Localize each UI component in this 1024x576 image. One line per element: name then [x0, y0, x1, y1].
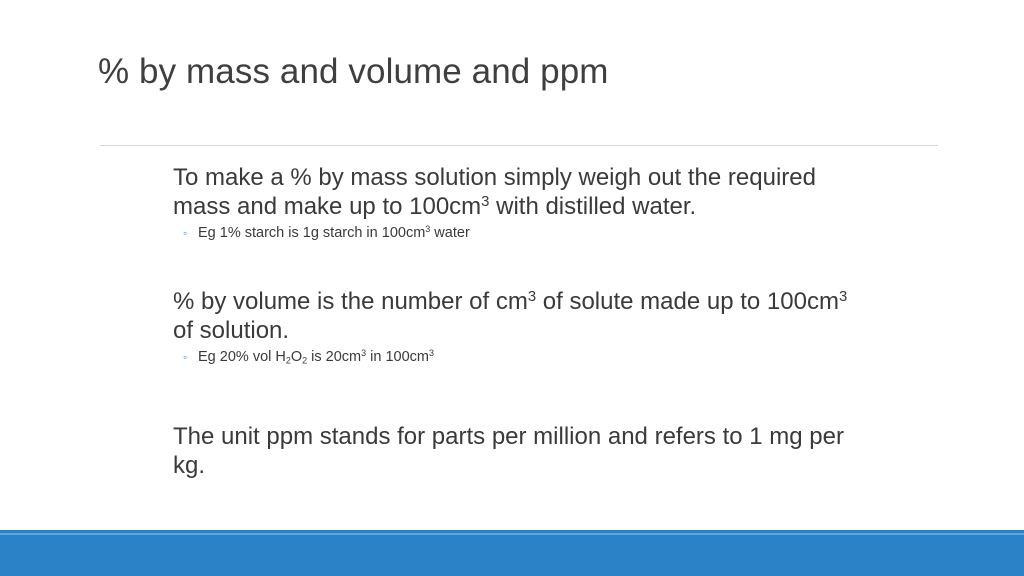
bullet-peroxide-text-c: is 20cm [307, 349, 362, 365]
paragraph-mass-text-a: To make a % by mass solution simply weigh out the required mass and make up to 100cm [173, 164, 816, 220]
paragraph-volume-text-b: of solute made up to 100cm [536, 288, 839, 315]
superscript-3: 3 [429, 348, 435, 359]
bullet-peroxide-text-b: O [290, 349, 303, 365]
slide-body [173, 163, 873, 480]
paragraph-volume-solution [173, 287, 873, 345]
bullet-peroxide-text-d: in 100cm [366, 349, 430, 365]
paragraph-mass-solution [173, 163, 873, 221]
paragraph-volume-text-c: of solution. [173, 317, 290, 344]
footer-band [0, 530, 1024, 576]
bullet-peroxide-example [173, 347, 873, 367]
subscript-2: 2 [285, 355, 291, 366]
paragraph-mass-text-b: with distilled water. [489, 193, 697, 220]
superscript-3: 3 [838, 288, 848, 305]
bullet-starch-text-b: water [430, 225, 470, 241]
superscript-3: 3 [425, 224, 431, 235]
subscript-2: 2 [302, 355, 308, 366]
bullet-marker-icon: ◦ [183, 350, 188, 364]
footer-highlight-line [0, 533, 1024, 535]
bullet-starch-text-a: Eg 1% starch is 1g starch in 100cm [198, 225, 426, 241]
superscript-3: 3 [361, 348, 367, 359]
superscript-3: 3 [527, 288, 537, 305]
title-divider [100, 145, 938, 146]
superscript-3: 3 [481, 193, 490, 210]
bullet-marker-icon: ◦ [183, 226, 188, 240]
bullet-starch-example [173, 223, 873, 243]
slide-title: % by mass and volume and ppm [98, 52, 609, 91]
bullet-peroxide-text-a: Eg 20% vol H [198, 349, 286, 365]
paragraph-ppm: The unit ppm stands for parts per million and refers to 1 mg per kg. [173, 423, 844, 479]
paragraph-volume-text-a: % by volume is the number of cm [173, 288, 528, 315]
